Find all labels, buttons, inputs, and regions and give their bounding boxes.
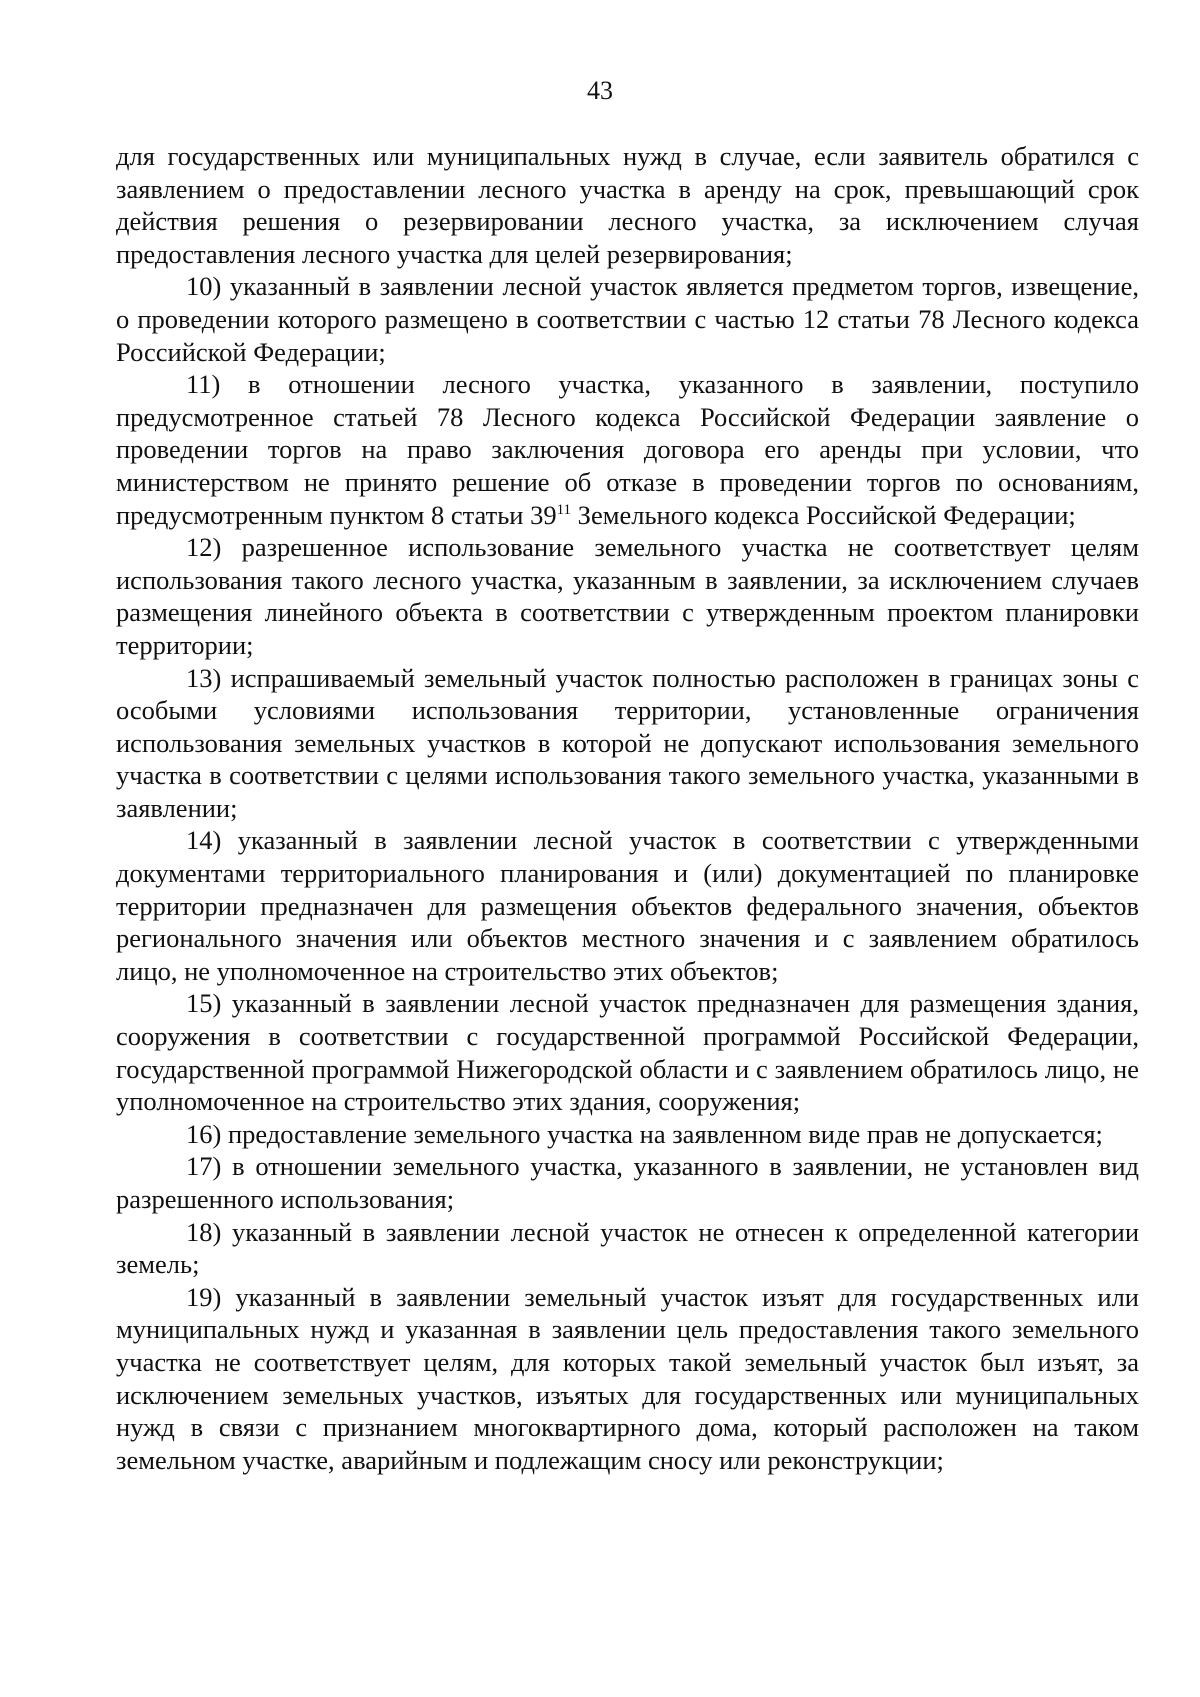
- list-item-10: 10) указанный в заявлении лесной участок является предметом торгов, извещение, о проведении которого размещено в соответствии с частью 12 статьи 78 Лесного кодекса Российской Федерации;: [116, 271, 1139, 367]
- list-item-19: 19) указанный в заявлении земельный участок изъят для государственных или муниципальных нужд и указанная в заявлении цель предоставления такого земельного участка не соответствует целям, для которых такой земельный участок был изъят, за исключением земельных участков, изъятых для государственных или муниципальных нужд в связи с признанием многоквартирного дома, который расположен на таком земельном участке, аварийным и подлежащим сносу или реконструкции;: [116, 1281, 1139, 1475]
- article-superscript: 11: [556, 501, 572, 518]
- document-body: [116, 140, 1139, 1476]
- list-item-11-text-after: Земельного кодекса Российской Федерации;: [571, 499, 1076, 530]
- list-item-14: 14) указанный в заявлении лесной участок в соответствии с утвержденными документами территориального планирования и (или) документацией по планировке территории предназначен для размещения объектов федерального значения, объектов регионального значения или объектов местного значения и с заявлением обратилось лицо, не уполномоченное на строительство этих объектов;: [116, 825, 1139, 986]
- paragraph-intro: для государственных или муниципальных нужд в случае, если заявитель обратился с заявлением о предоставлении лесного участка в аренду на срок, превышающий срок действия решения о резервировании лесного участка, за исключением случая предоставления лесного участка для целей резервирования;: [116, 141, 1139, 269]
- list-item-15: 15) указанный в заявлении лесной участок предназначен для размещения здания, сооружения в соответствии с государственной программой Российской Федерации, государственной программой Нижегородской области и с заявлением обратилось лицо, не уполномоченное на строительство этих здания, сооружения;: [116, 988, 1139, 1117]
- list-item-18: 18) указанный в заявлении лесной участок не отнесен к определенной категории земель;: [116, 1216, 1139, 1280]
- list-item-17: 17) в отношении земельного участка, указанного в заявлении, не установлен вид разрешенного использования;: [116, 1151, 1139, 1214]
- list-item-12: 12) разрешенное использование земельного участка не соответствует целям использования такого лесного участка, указанным в заявлении, за исключением случаев размещения линейного объекта в соответствии с утвержденным проектом планировки территории;: [116, 532, 1139, 660]
- list-item-11-text: 11) в отношении лесного участка, указанного в заявлении, поступило предусмотренное статьей 78 Лесного кодекса Российской Федерации заявление о проведении торгов на право заключения договора его аренды при условии, что министерством не принято решение об отказе в проведении торгов по основаниям, предусмотренным пунктом 8 статьи 39: [116, 369, 1139, 530]
- list-item-16: 16) предоставление земельного участка на заявленном виде прав не допускается;: [186, 1118, 1103, 1149]
- list-item-13: 13) испрашиваемый земельный участок полностью расположен в границах зоны с особыми условиями использования территории, установленные ограничения использования земельных участков в которой не допускают использования земельного участка в соответствии с целями использования такого земельного участка, указанными в заявлении;: [116, 662, 1139, 823]
- page-number: 43: [587, 76, 613, 105]
- list-item-11: [116, 368, 1139, 531]
